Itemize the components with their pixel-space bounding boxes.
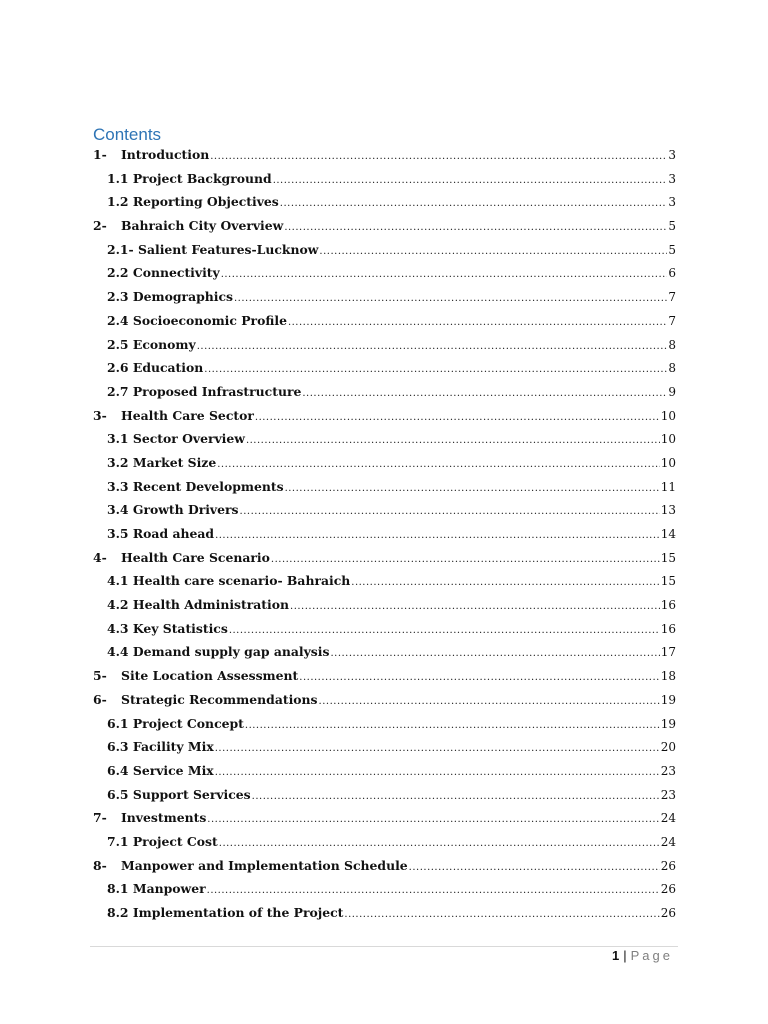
- toc-leader-dots: [210, 151, 667, 162]
- toc-entry-title: Investments: [121, 810, 207, 826]
- toc-leader-dots: [319, 696, 660, 707]
- toc-entry-page: 3: [668, 148, 676, 162]
- toc-entry[interactable]: [93, 337, 676, 361]
- toc-leader-dots: [207, 885, 660, 896]
- toc-leader-dots: [234, 293, 667, 304]
- toc-entry-page: 10: [660, 408, 676, 423]
- toc-entry-page: 10: [660, 432, 676, 447]
- toc-entry[interactable]: [93, 431, 676, 455]
- toc-leader-dots: [319, 246, 667, 257]
- toc-entry-title: 4.3 Key Statistics: [107, 620, 228, 636]
- toc-leader-dots: [302, 388, 667, 399]
- toc-leader-dots: [245, 720, 660, 731]
- toc-entry-page: 20: [660, 740, 676, 755]
- toc-entry-page: 26: [660, 906, 676, 920]
- toc-leader-dots: [219, 838, 660, 849]
- toc-leader-dots: [215, 530, 660, 541]
- toc-entry-title: Site Location Assessment: [121, 668, 299, 684]
- toc-leader-dots: [351, 577, 659, 588]
- toc-entry-page: 14: [660, 527, 676, 541]
- toc-entry-title: 3.4 Growth Drivers: [107, 502, 239, 518]
- toc-entry[interactable]: [93, 644, 676, 668]
- footer-divider: [90, 946, 678, 947]
- toc-entry-title: 6.5 Support Services: [107, 786, 251, 802]
- toc-entry[interactable]: [93, 384, 676, 408]
- toc-entry-page: 26: [660, 858, 676, 873]
- toc-entry[interactable]: [93, 455, 676, 479]
- toc-entry-page: 17: [660, 645, 676, 660]
- toc-leader-dots: [344, 909, 659, 920]
- toc-entry-title: 4.4 Demand supply gap analysis: [107, 644, 330, 660]
- toc-entry[interactable]: [93, 242, 676, 266]
- toc-entry[interactable]: [93, 265, 676, 289]
- toc-entry-title: 3.2 Market Size: [107, 454, 217, 470]
- toc-entry-number: 3-: [93, 407, 107, 423]
- toc-leader-dots: [273, 175, 668, 186]
- toc-entry-page: 19: [660, 692, 676, 707]
- toc-entry-title: 2.6 Education: [107, 360, 204, 376]
- toc-entry-title: 3.1 Sector Overview: [107, 431, 245, 447]
- toc-entry-title: 6.1 Project Concept: [107, 715, 244, 731]
- toc-leader-dots: [229, 625, 660, 636]
- toc-entry-page: 10: [660, 455, 676, 470]
- toc-entry-title: 2.5 Economy: [107, 336, 196, 352]
- toc-leader-dots: [215, 767, 660, 778]
- toc-entry[interactable]: [93, 313, 676, 337]
- toc-leader-dots: [246, 435, 660, 446]
- toc-entry[interactable]: [93, 905, 676, 929]
- toc-entry[interactable]: [93, 810, 676, 834]
- toc-entry-number: 6-: [93, 691, 107, 707]
- toc-heading: Contents: [93, 125, 162, 144]
- toc-leader-dots: [204, 364, 667, 375]
- toc-leader-dots: [290, 601, 660, 612]
- toc-leader-dots: [284, 222, 667, 233]
- toc-entry[interactable]: [93, 408, 676, 432]
- toc-entry[interactable]: [93, 858, 676, 882]
- toc-entry-page: 3: [668, 195, 676, 210]
- toc-entry[interactable]: [93, 550, 676, 574]
- toc-entry-page: 24: [660, 834, 676, 849]
- toc-entry[interactable]: [93, 716, 676, 740]
- toc-entry-title: Introduction: [121, 147, 210, 162]
- toc-entry-title: 8.1 Manpower: [107, 881, 206, 897]
- toc-entry-page: 5: [668, 242, 676, 257]
- toc-entry-number: 1-: [93, 147, 107, 162]
- toc-entry-title: Strategic Recommendations: [121, 691, 318, 707]
- toc-entry-page: 5: [668, 219, 676, 234]
- toc-leader-dots: [409, 862, 660, 873]
- toc-entry-page: 16: [660, 598, 676, 613]
- toc-entry-page: 24: [660, 811, 676, 826]
- toc-entry[interactable]: [93, 171, 676, 195]
- toc-leader-dots: [255, 412, 660, 423]
- toc-entry-page: 7: [668, 290, 676, 305]
- toc-leader-dots: [299, 672, 659, 683]
- toc-leader-dots: [197, 341, 668, 352]
- toc-entry-page: 19: [660, 716, 676, 731]
- toc-entry-page: 3: [668, 171, 676, 186]
- toc-entry[interactable]: [93, 597, 676, 621]
- toc-entry-page: 7: [668, 313, 676, 328]
- toc-entry-page: 15: [660, 550, 676, 565]
- toc-entry-title: 6.4 Service Mix: [107, 762, 214, 778]
- toc-entry-title: 2.7 Proposed Infrastructure: [107, 383, 302, 399]
- toc-entry-number: 8-: [93, 857, 107, 873]
- toc-leader-dots: [207, 814, 659, 825]
- toc-entry[interactable]: [93, 479, 676, 503]
- toc-entry-title: 6.3 Facility Mix: [107, 739, 214, 755]
- toc-entry-title: 1.1 Project Background: [107, 170, 272, 186]
- toc-leader-dots: [221, 269, 668, 280]
- toc-entry-title: 8.2 Implementation of the Project: [107, 905, 344, 920]
- toc-entry-title: 4.1 Health care scenario- Bahraich: [107, 573, 351, 589]
- toc-entry-title: 2.1- Salient Features-Lucknow: [107, 241, 319, 257]
- toc-entry[interactable]: [93, 147, 676, 171]
- footer-page-number: 1: [612, 948, 620, 963]
- toc-leader-dots: [271, 554, 660, 565]
- toc-entry[interactable]: [93, 360, 676, 384]
- toc-entry-title: 7.1 Project Cost: [107, 833, 218, 849]
- toc-leader-dots: [217, 459, 659, 470]
- toc-entry-page: 6: [668, 266, 676, 281]
- toc-leader-dots: [280, 198, 668, 209]
- toc-entry[interactable]: [93, 502, 676, 526]
- toc-entry-page: 18: [660, 669, 676, 684]
- toc-entry-title: 2.4 Socioeconomic Profile: [107, 312, 287, 328]
- toc-entry-title: Health Care Scenario: [121, 549, 270, 565]
- table-of-contents: [93, 147, 676, 929]
- toc-leader-dots: [215, 743, 660, 754]
- toc-entry[interactable]: [93, 668, 676, 692]
- toc-entry-title: Bahraich City Overview: [121, 218, 284, 234]
- toc-entry-page: 13: [660, 503, 676, 518]
- toc-entry-page: 23: [660, 787, 676, 802]
- toc-entry-page: 9: [668, 384, 676, 399]
- footer-separator: |: [623, 948, 627, 963]
- toc-entry-page: 26: [660, 882, 676, 897]
- page-footer: [612, 948, 673, 963]
- toc-entry-page: 16: [660, 621, 676, 636]
- toc-leader-dots: [252, 791, 660, 802]
- toc-entry-number: 4-: [93, 549, 107, 565]
- toc-entry-number: 2-: [93, 218, 107, 234]
- toc-entry[interactable]: [93, 787, 676, 811]
- toc-entry-title: 1.2 Reporting Objectives: [107, 194, 279, 210]
- toc-entry[interactable]: [93, 289, 676, 313]
- toc-leader-dots: [288, 317, 667, 328]
- toc-entry-title: Manpower and Implementation Schedule: [121, 857, 408, 873]
- toc-entry[interactable]: [93, 834, 676, 858]
- toc-entry[interactable]: [93, 621, 676, 645]
- toc-entry-title: 2.3 Demographics: [107, 289, 233, 305]
- toc-entry[interactable]: [93, 881, 676, 905]
- toc-entry-title: 3.3 Recent Developments: [107, 478, 284, 494]
- toc-entry-page: 23: [660, 763, 676, 778]
- toc-entry-title: Health Care Sector: [121, 407, 254, 423]
- toc-entry-page: 8: [668, 337, 676, 352]
- toc-entry-title: 2.2 Connectivity: [107, 265, 220, 281]
- footer-page-label: Page: [630, 948, 673, 963]
- toc-entry-page: 15: [660, 574, 676, 589]
- toc-entry-page: 8: [668, 361, 676, 376]
- toc-entry[interactable]: [93, 194, 676, 218]
- toc-leader-dots: [285, 483, 660, 494]
- toc-leader-dots: [240, 506, 660, 517]
- toc-entry-title: 3.5 Road ahead: [107, 526, 215, 541]
- toc-entry-number: 7-: [93, 810, 107, 826]
- toc-entry[interactable]: [93, 739, 676, 763]
- toc-leader-dots: [330, 648, 659, 659]
- toc-entry[interactable]: [93, 692, 676, 716]
- toc-entry[interactable]: [93, 526, 676, 550]
- toc-entry[interactable]: [93, 763, 676, 787]
- toc-entry-page: 11: [660, 479, 676, 494]
- toc-entry-title: 4.2 Health Administration: [107, 597, 290, 613]
- toc-entry[interactable]: [93, 573, 676, 597]
- toc-entry-number: 5-: [93, 668, 107, 684]
- toc-entry[interactable]: [93, 218, 676, 242]
